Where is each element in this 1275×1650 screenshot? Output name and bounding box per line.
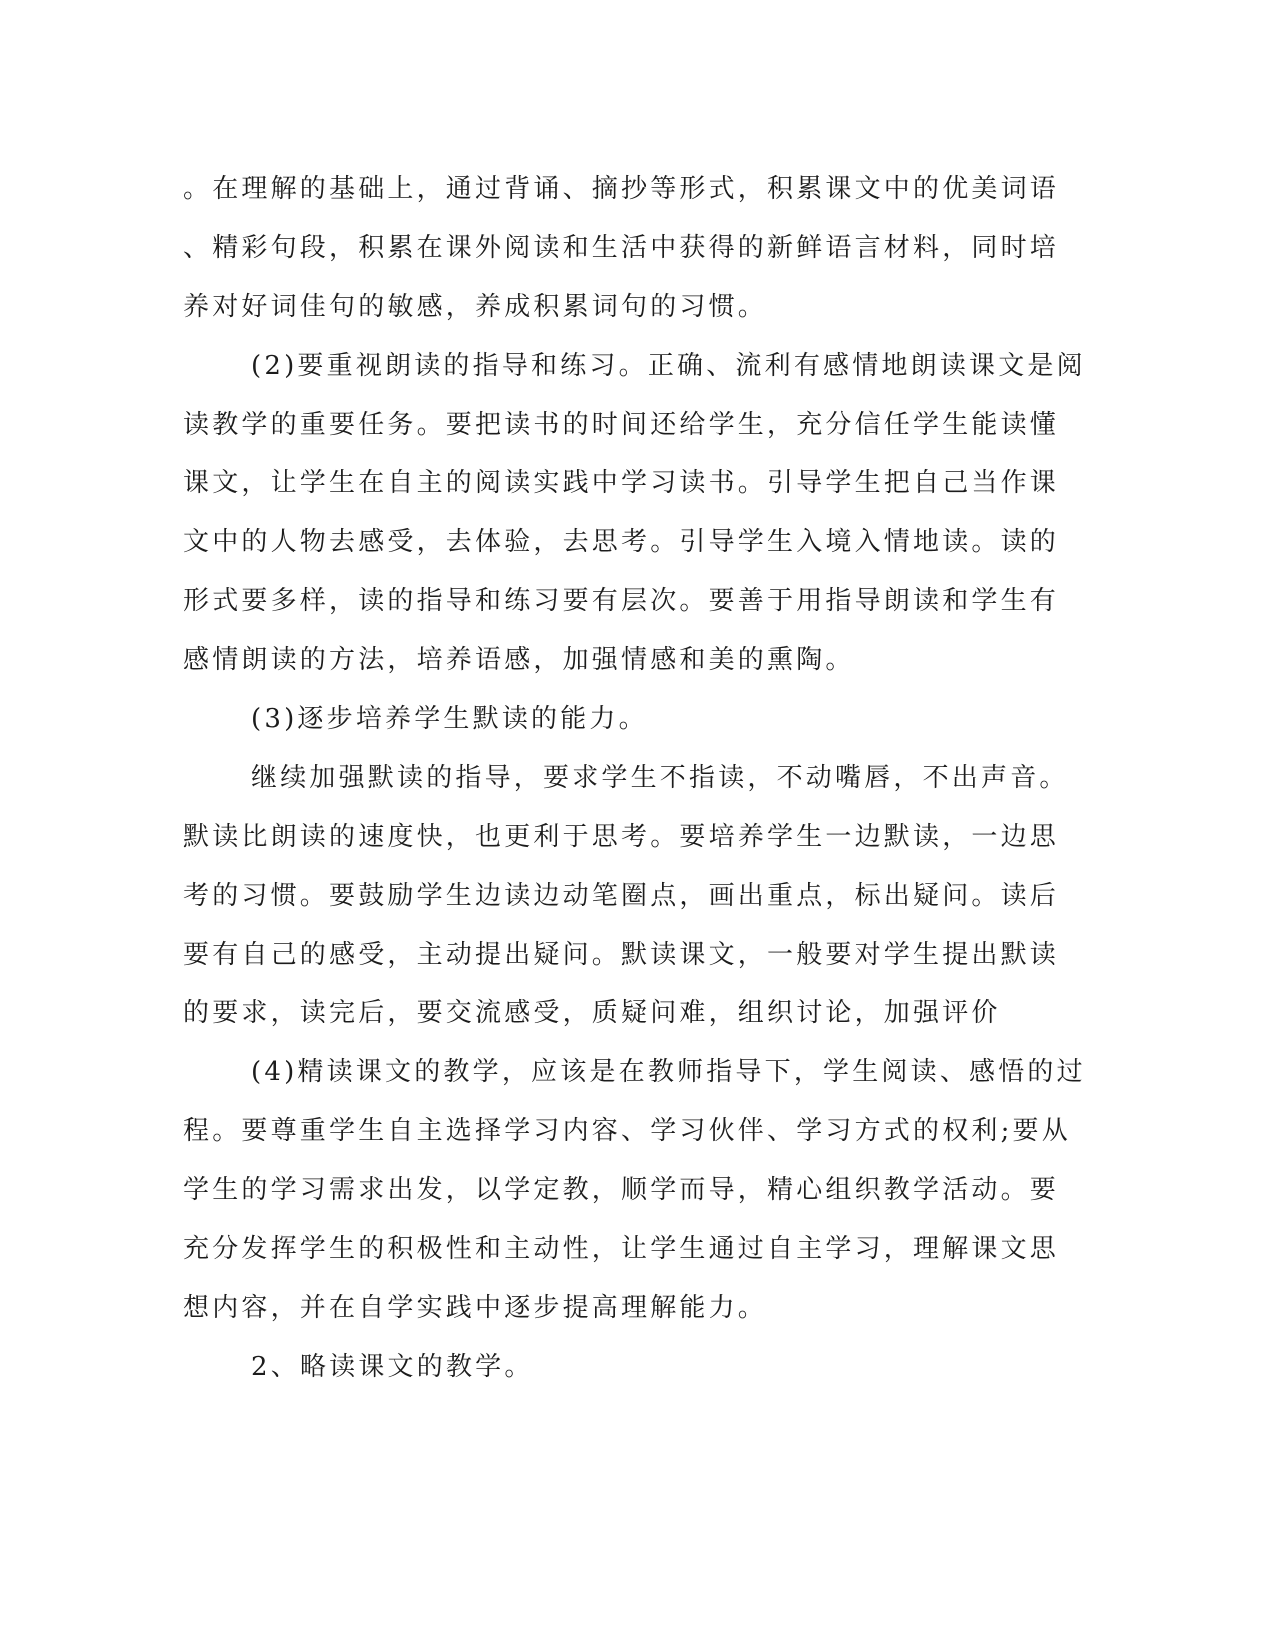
paragraph-start-line: (2)要重视朗读的指导和练习。正确、流利有感情地朗读课文是阅 — [251, 350, 1086, 381]
text-line: 充分发挥学生的积极性和主动性，让学生通过自主学习，理解课文思 — [183, 1234, 1060, 1265]
text-line: 课文，让学生在自主的阅读实践中学习读书。引导学生把自己当作课 — [183, 468, 1060, 499]
paragraph-start-line: (4)精读课文的教学，应该是在教师指导下，学生阅读、感悟的过 — [251, 1057, 1086, 1088]
text-line: 的要求，读完后，要交流感受，质疑问难，组织讨论，加强评价 — [183, 998, 1001, 1029]
text-line: 。在理解的基础上，通过背诵、摘抄等形式，积累课文中的优美词语 — [183, 174, 1060, 204]
text-line: 想内容，并在自学实践中逐步提高理解能力。 — [183, 1292, 768, 1323]
text-line: 养对好词佳句的敏感，养成积累词句的习惯。 — [183, 291, 768, 322]
paragraph-start-line: 继续加强默读的指导，要求学生不指读，不动嘴唇，不出声音。 — [251, 762, 1069, 793]
paragraph-start-line: 2、略读课文的教学。 — [251, 1351, 534, 1382]
body-text — [183, 160, 1086, 1397]
paragraph-start-line: (3)逐步培养学生默读的能力。 — [251, 704, 648, 735]
text-line: 形式要多样，读的指导和练习要有层次。要善于用指导朗读和学生有 — [183, 586, 1060, 617]
text-line: 、精彩句段，积累在课外阅读和生活中获得的新鲜语言材料，同时培 — [183, 232, 1060, 263]
text-line: 文中的人物去感受，去体验，去思考。引导学生入境入情地读。读的 — [183, 527, 1060, 558]
text-line: 要有自己的感受，主动提出疑问。默读课文，一般要对学生提出默读 — [183, 939, 1060, 970]
text-line: 程。要尊重学生自主选择学习内容、学习伙伴、学习方式的权利;要从 — [183, 1116, 1071, 1147]
text-line: 感情朗读的方法，培养语感，加强情感和美的熏陶。 — [183, 645, 855, 676]
text-line: 读教学的重要任务。要把读书的时间还给学生，充分信任学生能读懂 — [183, 409, 1060, 440]
text-line: 学生的学习需求出发，以学定教，顺学而导，精心组织教学活动。要 — [183, 1175, 1060, 1206]
text-line: 考的习惯。要鼓励学生边读边动笔圈点，画出重点，标出疑问。读后 — [183, 880, 1060, 911]
text-line: 默读比朗读的速度快，也更利于思考。要培养学生一边默读，一边思 — [183, 821, 1060, 852]
